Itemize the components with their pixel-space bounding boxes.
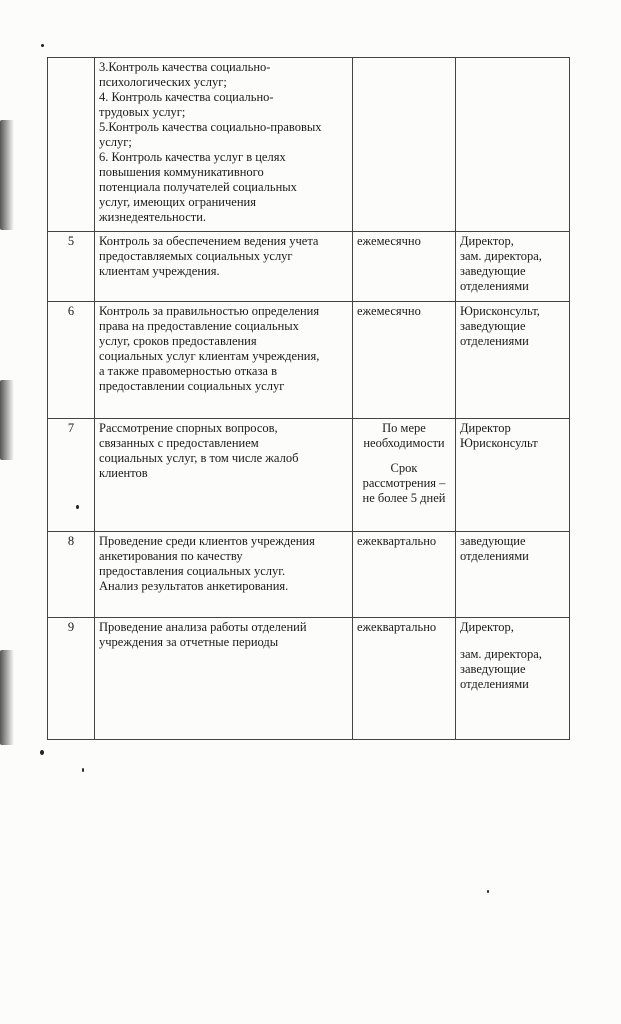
table-body <box>48 58 570 740</box>
responsible-line: Директор, <box>460 620 514 634</box>
scan-speck <box>487 890 489 893</box>
responsible-line: отделениями <box>460 334 529 348</box>
action-line: Проведение анализа работы отделений <box>99 620 307 634</box>
term-line: По мере <box>382 421 426 435</box>
action-line: предоставлении социальных услуг <box>99 379 285 393</box>
action-line: социальных услуг, в том числе жалоб <box>99 451 299 465</box>
scan-speck <box>82 768 84 772</box>
responsible-cell <box>456 58 570 232</box>
action-cell <box>95 419 353 532</box>
term-line: рассмотрения – <box>362 476 446 490</box>
term-line: необходимости <box>363 436 445 450</box>
action-line: а также правомерностью отказа в <box>99 364 277 378</box>
action-line: социальных услуг клиентам учреждения, <box>99 349 320 363</box>
action-line: права на предоставление социальных <box>99 319 299 333</box>
action-line: клиентам учреждения. <box>99 264 220 278</box>
row-number: 8 <box>48 532 95 618</box>
responsible-line: отделениями <box>460 549 529 563</box>
action-line: психологических услуг; <box>99 75 227 89</box>
row-number: 9 <box>48 618 95 740</box>
action-line: 3.Контроль качества социально- <box>99 60 271 74</box>
responsible-cell <box>456 532 570 618</box>
row-number: 5 <box>48 232 95 302</box>
action-line: услуг, сроков предоставления <box>99 334 257 348</box>
action-cell <box>95 302 353 419</box>
scan-edge-shadow <box>0 380 14 460</box>
responsible-line: Юрисконсульт, <box>460 304 540 318</box>
action-line: анкетирования по качеству <box>99 549 243 563</box>
action-line: предоставляемых социальных услуг <box>99 249 293 263</box>
row-number: 7 <box>48 419 95 532</box>
action-line: 4. Контроль качества социально- <box>99 90 274 104</box>
term-cell <box>353 58 456 232</box>
action-cell <box>95 232 353 302</box>
responsible-line: заведующие <box>460 319 526 333</box>
action-line: трудовых услуг; <box>99 105 186 119</box>
responsible-line: заведующие <box>460 534 526 548</box>
scan-edge-shadow <box>0 120 14 230</box>
action-line: Контроль за правильностью определения <box>99 304 320 318</box>
action-line: Контроль за обеспечением ведения учета <box>99 234 319 248</box>
term-line: не более 5 дней <box>362 491 446 505</box>
action-line: 5.Контроль качества социально-правовых <box>99 120 322 134</box>
term-line: Срок <box>390 461 418 475</box>
term-cell <box>353 532 456 618</box>
action-line: учреждения за отчетные периоды <box>99 635 279 649</box>
action-line: Проведение среди клиентов учреждения <box>99 534 315 548</box>
term-cell <box>353 618 456 740</box>
responsible-line: заведующие <box>460 264 526 278</box>
term-line: ежемесячно <box>357 304 421 318</box>
action-line: предоставления социальных услуг. <box>99 564 286 578</box>
responsible-line: зам. директора, <box>460 647 542 661</box>
table-row <box>48 232 570 302</box>
action-line: Анализ результатов анкетирования. <box>99 579 289 593</box>
action-cell <box>95 618 353 740</box>
term-cell <box>353 232 456 302</box>
action-line: 6. Контроль качества услуг в целях <box>99 150 286 164</box>
term-line: ежемесячно <box>357 234 421 248</box>
term-line: ежеквартально <box>357 534 437 548</box>
action-cell <box>95 532 353 618</box>
action-line: услуг; <box>99 135 132 149</box>
action-line: клиентов <box>99 466 148 480</box>
action-cell <box>95 58 353 232</box>
responsible-cell <box>456 618 570 740</box>
responsible-line: отделениями <box>460 279 529 293</box>
table-row <box>48 419 570 532</box>
responsible-line: зам. директора, <box>460 249 542 263</box>
action-line: потенциала получателей социальных <box>99 180 297 194</box>
control-plan-table <box>47 57 570 740</box>
term-cell <box>353 419 456 532</box>
responsible-line: Директор Юрисконсульт <box>460 421 538 450</box>
responsible-cell <box>456 302 570 419</box>
action-line: услуг, имеющих ограничения <box>99 195 256 209</box>
action-line: связанных с предоставлением <box>99 436 259 450</box>
row-number: 6 <box>48 302 95 419</box>
scan-speck <box>40 750 44 755</box>
term-cell <box>353 302 456 419</box>
table-row <box>48 58 570 232</box>
action-line: жизнедеятельности. <box>99 210 207 224</box>
table-row <box>48 618 570 740</box>
term-line: ежеквартально <box>357 620 437 634</box>
responsible-cell <box>456 419 570 532</box>
responsible-line: заведующие <box>460 662 526 676</box>
action-line: Рассмотрение спорных вопросов, <box>99 421 278 435</box>
scan-speck <box>41 44 44 47</box>
responsible-cell <box>456 232 570 302</box>
action-line: повышения коммуникативного <box>99 165 264 179</box>
responsible-line: Директор, <box>460 234 514 248</box>
table-row <box>48 302 570 419</box>
scan-edge-shadow <box>0 650 14 745</box>
row-number <box>48 58 95 232</box>
table-row <box>48 532 570 618</box>
responsible-line: отделениями <box>460 677 529 691</box>
